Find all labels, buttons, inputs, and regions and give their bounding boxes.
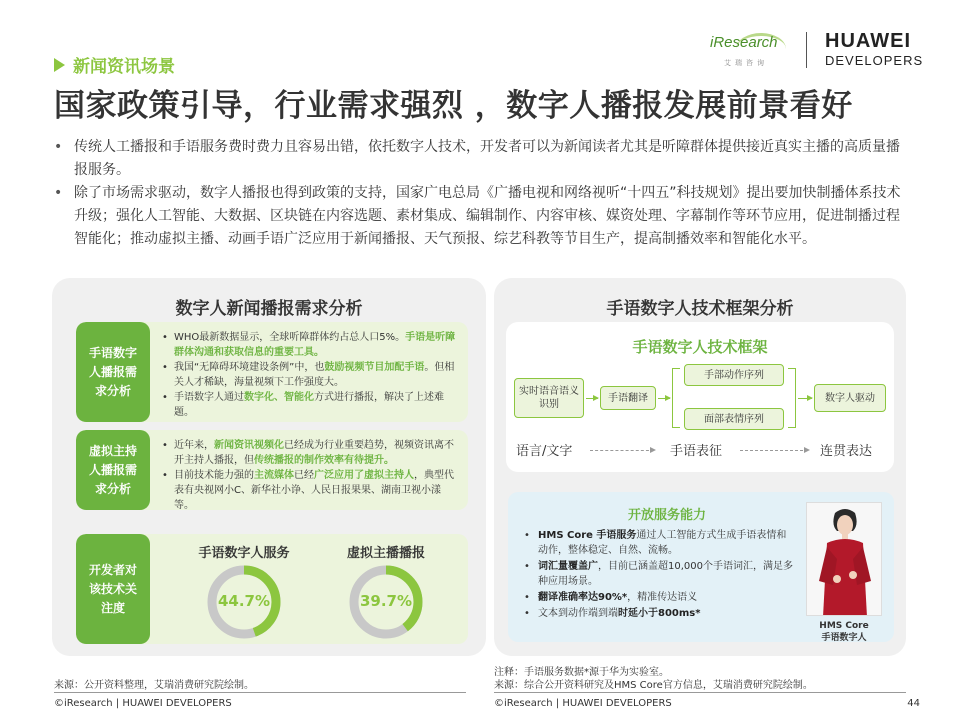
donut-title-virtual-host: 虚拟主播播报 xyxy=(346,546,425,561)
brace-right-icon xyxy=(788,368,796,428)
page-title: 国家政策引导，行业需求强烈 ，数字人播报发展前景看好 xyxy=(54,88,853,124)
open-capability-box xyxy=(508,492,894,642)
footer-left: ©iResearch | HUAWEI DEVELOPERS xyxy=(54,698,232,709)
demand-analysis-title: 数字人新闻播报需求分析 xyxy=(175,299,363,319)
brace-left-icon xyxy=(672,368,680,428)
open-capability-list xyxy=(524,528,794,622)
footer-right: ©iResearch | HUAWEI DEVELOPERS xyxy=(494,698,672,709)
digital-human-caption: HMS Core 手语数字人 xyxy=(819,621,869,643)
row-body xyxy=(162,330,460,420)
huawei-logo-line1: HUAWEI xyxy=(825,30,911,52)
huawei-developers-logo xyxy=(825,30,923,68)
framework-title: 手语数字人技术框架 xyxy=(632,338,768,356)
intro-bullet: • 除了市场需求驱动，数字人播报也得到政策的支持，国家广电总局《广播电视和网络视听“十四五”科技规划》提出要加快制播体系技术升级；强化人工智能、大数据、区块链在内容选题、素材集成、编辑制作、内容审核、媒资处理、字幕制作等环节应用，促进制播过程智能化；推动虚拟主播、动画手语广泛应用于新闻播报、天气预报、综艺科教等节目生产，提高制播效率和智能化水平。 xyxy=(52,182,912,251)
developer-attention-row xyxy=(76,534,468,644)
logo-divider xyxy=(806,32,807,68)
iresearch-logo-subtext: 艾瑞咨询 xyxy=(724,59,768,67)
right-source: 来源：综合公开资料研究及HMS Core官方信息，艾瑞消费研究院绘制。 xyxy=(494,680,813,691)
dashed-arrow-icon xyxy=(590,450,654,451)
arrow-icon xyxy=(586,398,598,399)
axis-label-language: 语言/文字 xyxy=(516,444,573,459)
left-source: 来源：公开资料整理，艾瑞消费研究院绘制。 xyxy=(54,680,254,691)
axis-label-sign: 手语表征 xyxy=(670,444,723,459)
node-hand-motion: 手部动作序列 xyxy=(684,364,784,386)
intro-bullets xyxy=(52,136,912,251)
page-number: 44 xyxy=(907,698,920,709)
node-sign-translation: 手语翻译 xyxy=(600,386,656,410)
iresearch-logo-text: iResearch xyxy=(710,34,778,51)
list-item: • 近年来，新闻资讯视频化已经成为行业重要趋势，视频资讯离不开主持人播报，但传统播报的制作效率有待提升。 xyxy=(162,438,460,468)
list-item: • 词汇量覆盖广，目前已涵盖超10,000个手语词汇，满足多种应用场景。 xyxy=(524,559,794,589)
open-capability-title: 开放服务能力 xyxy=(628,508,707,523)
digital-human-image xyxy=(806,502,882,616)
list-item: • 翻译准确率达90%*，精准传达语义 xyxy=(524,590,794,605)
donut-value-sign-service: 44.7% xyxy=(217,592,271,610)
row-label: 手语数字人播报需求分析 xyxy=(76,322,150,422)
axis-label-expression: 连贯表达 xyxy=(820,444,873,459)
tech-framework-title: 手语数字人技术框架分析 xyxy=(606,299,794,319)
donut-value-virtual-host: 39.7% xyxy=(359,592,413,610)
list-item: • 我国“无障碍环境建设条例”中，也鼓励视频节目加配手语。但相关人才稀缺，海量视频下工作强度大。 xyxy=(162,360,460,390)
node-speech-recognition: 实时语音语义识别 xyxy=(514,378,584,418)
virtual-host-demand-row xyxy=(76,430,468,510)
node-avatar-drive: 数字人驱动 xyxy=(814,384,886,412)
list-item: • 手语数字人通过数字化、智能化方式进行播报，解决了上述难题。 xyxy=(162,390,460,420)
tech-framework-panel xyxy=(494,278,906,656)
huawei-logo-line2: DEVELOPERS xyxy=(825,53,924,68)
digital-human-figure-icon xyxy=(807,503,882,616)
list-item: • 目前技术能力强的主流媒体已经广泛应用了虚拟主持人，典型代表有央视网小C、新华社小诤、人民日报果果、湖南卫视小漾等。 xyxy=(162,468,460,510)
iresearch-logo xyxy=(706,30,792,74)
section-label xyxy=(54,52,175,77)
donut-title-sign-service: 手语数字人服务 xyxy=(198,546,290,561)
framework-diagram xyxy=(506,322,894,472)
list-item: • 文本到动作端到端时延小于800ms* xyxy=(524,606,794,621)
intro-bullet: • 传统人工播报和手语服务费时费力且容易出错，依托数字人技术，开发者可以为新闻读者尤其是听障群体提供接近真实主播的高质量播报服务。 xyxy=(52,136,912,182)
footer-divider xyxy=(54,692,466,693)
play-triangle-icon xyxy=(54,58,65,72)
sign-language-demand-row xyxy=(76,322,468,422)
right-note: 注释：手语服务数据*源于华为实验室。 xyxy=(494,667,669,678)
demand-analysis-panel xyxy=(52,278,486,656)
row-body xyxy=(162,438,460,510)
arrow-icon xyxy=(798,398,812,399)
row-label: 虚拟主持人播报需求分析 xyxy=(76,430,150,510)
dashed-arrow-icon xyxy=(740,450,808,451)
row-label: 开发者对该技术关注度 xyxy=(76,534,150,644)
list-item: • HMS Core 手语服务通过人工智能方式生成手语表情和动作，整体稳定、自然、流畅。 xyxy=(524,528,794,558)
arrow-icon xyxy=(658,398,670,399)
footer-divider xyxy=(494,692,906,693)
section-label-text: 新闻资讯场景 xyxy=(73,57,175,77)
node-facial-expression: 面部表情序列 xyxy=(684,408,784,430)
list-item: • WHO最新数据显示，全球听障群体约占总人口5%。手语是听障群体沟通和获取信息的重要工具。 xyxy=(162,330,460,360)
